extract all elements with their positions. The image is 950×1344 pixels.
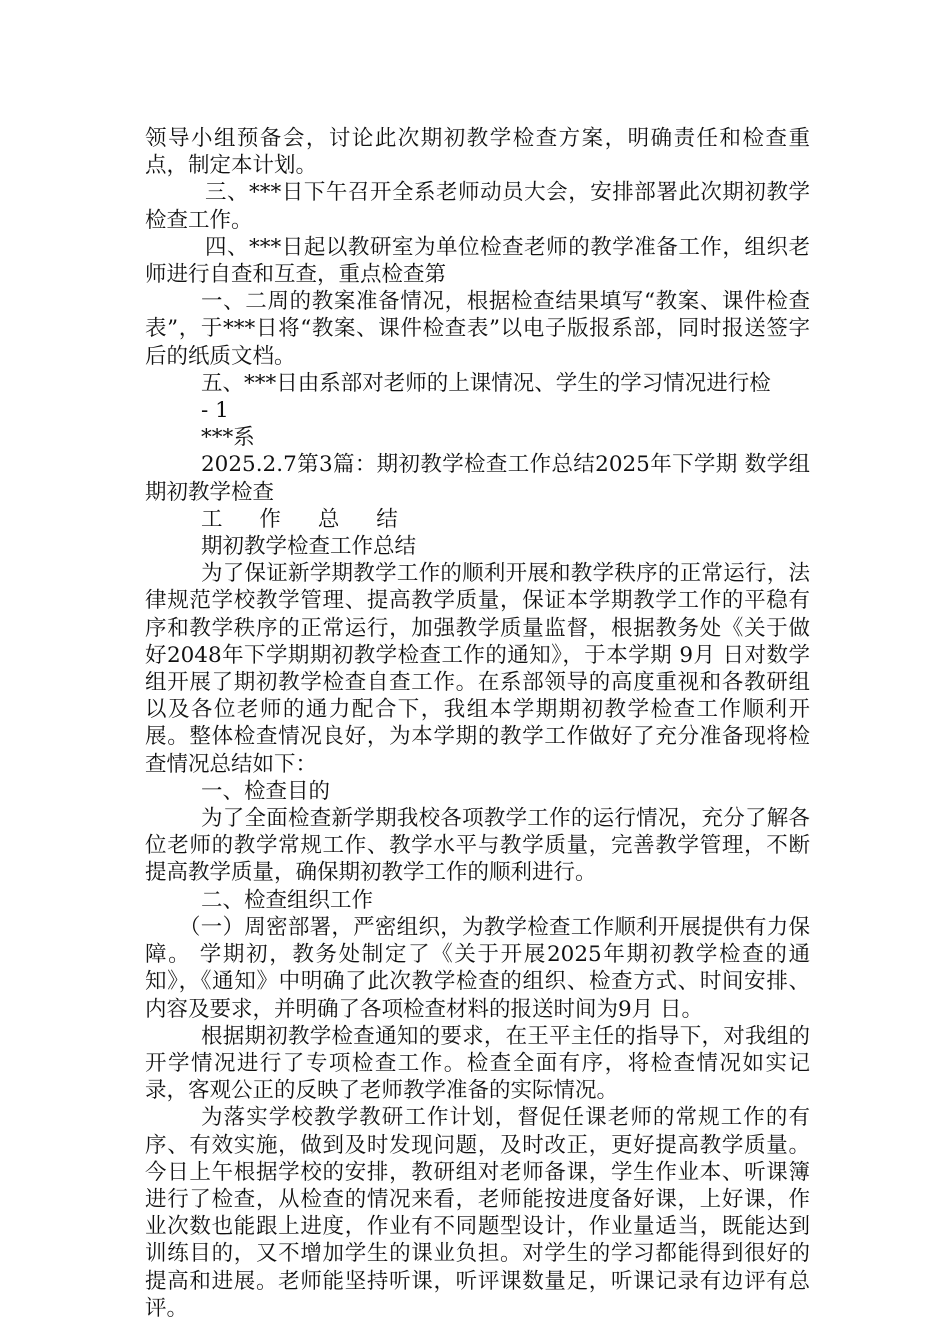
paragraph-5: 五、***日由系部对老师的上课情况、学生的学习情况进行检 [201,370,771,396]
paragraph-organization-3: 为落实学校教学教研工作计划，督促任课老师的常规工作的有序、有效实施，做到及时发现问题，及时改正，更好提高教学质量。今日上午根据学校的安排，教研组对老师备课，学生作业本、听课簿进行了检查，从检查的情况来看，老师能按进度备好课，上好课，作业次数也能跟上进度，作业有不同题型设计，作业量适当，既能达到训练目的，又不增加学生的课业负担。对学生的学习都能得到很好的提高和进展。老师能坚持听课，听评课数量足，听课记录有边评有总评。 [145,1105,810,1321]
work-summary-heading: 工 作 总 结 [201,506,413,532]
document-body [145,125,810,1322]
section-heading-line: 2025.2.7第3篇：期初教学检查工作总结2025年下学期 数学组期初教学检查 [145,452,810,505]
paragraph-intro: 为了保证新学期教学工作的顺利开展和教学秩序的正常运行，法律规范学校教学管理、提高教学质量，保证本学期教学工作的平稳有序和教学秩序的正常运行，加强教学质量监督，根据教务处《关于做好2048年下学期期初教学检查工作的通知》，于本学期 9月 日对数学组开展了期初教学检查自查工作。在系部领导的高度重视和各教研组以及各位老师的通力配合下，我组本学期期初教学检查工作顺利开展。整体检查情况良好，为本学期的教学工作做好了充分准备现将检查情况总结如下： [145,561,810,777]
paragraph-2: 三、***日下午召开全系老师动员大会，安排部署此次期初教学检查工作。 [145,180,810,233]
paragraph-organization-1: （一）周密部署，严密组织，为教学检查工作顺利开展提供有力保障。 学期初，教务处制定了《关于开展2025年期初教学检查的通知》，《通知》中明确了此次教学检查的组织、检查方式、时间安排、内容及要求，并明确了各项检查材料的报送时间为9月 日。 [145,914,810,1022]
paragraph-purpose: 为了全面检查新学期我校各项教学工作的运行情况，充分了解各位老师的教学常规工作、教学水平与教学质量，完善教学管理，不断提高教学质量，确保期初教学工作的顺利进行。 [145,806,810,886]
page-number: - 1 [201,398,229,424]
heading-organization: 二、检查组织工作 [201,887,374,913]
heading-purpose: 一、检查目的 [201,778,331,804]
paragraph-4: 一、二周的教案准备情况，根据检查结果填写“教案、课件检查表”，于***日将“教案、课件检查表”以电子版报系部，同时报送签字后的纸质文档。 [145,289,810,369]
paragraph-3: 四、***日起以教研室为单位检查老师的教学准备工作，组织老师进行自查和互查，重点检查第 [145,234,810,288]
paragraph-organization-2: 根据期初教学检查通知的要求，在王平主任的指导下，对我组的开学情况进行了专项检查工作。检查全面有序，将检查情况如实记录，客观公正的反映了老师教学准备的实际情况。 [145,1023,810,1104]
paragraph-1: 领导小组预备会，讨论此次期初教学检查方案，明确责任和检查重点，制定本计划。 [145,126,810,179]
department-signature: ***系 [201,425,255,451]
summary-title: 期初教学检查工作总结 [201,534,417,560]
